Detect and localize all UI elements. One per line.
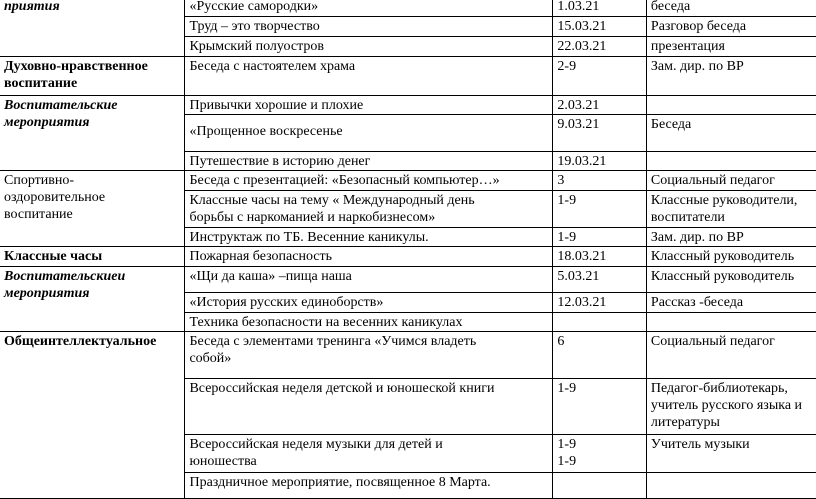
activity-label: Всероссийская неделя музыки для детей и: [189, 437, 443, 452]
activity-label: Пожарная безопасность: [189, 249, 333, 264]
date-label: 1-9: [557, 437, 577, 452]
section-label: оздоровительное: [4, 190, 106, 205]
section-cell: [0, 247, 185, 267]
table-row: [0, 57, 816, 96]
date-cell: [553, 17, 647, 37]
responsible-cell: [646, 37, 816, 57]
responsible-label: Социальный педагог: [650, 173, 775, 188]
responsible-label: Рассказ -беседа: [650, 295, 744, 310]
activity-label: «Русские самородки»: [189, 0, 319, 14]
responsible-label: литературы: [650, 415, 720, 430]
responsible-label: Классный руководитель: [650, 249, 795, 264]
responsible-cell: [646, 57, 816, 96]
activity-cell: [185, 96, 553, 115]
responsible-cell: [646, 17, 816, 37]
responsible-cell: [646, 293, 816, 313]
section-label: воспитание: [4, 76, 78, 91]
responsible-cell: [646, 0, 816, 17]
activity-cell: [185, 435, 553, 473]
activity-cell: [185, 115, 553, 152]
responsible-cell: [646, 267, 816, 293]
activity-label: Беседа с презентацией: «Безопасный компьютер…»: [189, 173, 500, 188]
responsible-cell: [646, 191, 816, 228]
responsible-label: Беседа: [650, 117, 692, 132]
activity-label: Крымский полуостров: [189, 39, 324, 54]
activity-label: Труд – это творчество: [189, 19, 320, 34]
activity-label: Праздничное мероприятие, посвященное 8 Марта.: [189, 475, 491, 490]
activity-cell: [185, 152, 553, 171]
section-label: мероприятия: [4, 286, 90, 301]
date-label: 6: [557, 334, 565, 349]
activity-cell: [185, 247, 553, 267]
date-label: 3: [557, 173, 565, 188]
section-cell: [0, 267, 185, 332]
date-label: 12.03.21: [557, 295, 607, 310]
activity-label: «Щи да каша» –пища наша: [189, 269, 352, 284]
date-cell: [553, 332, 647, 379]
date-cell: [553, 115, 647, 152]
date-cell: [553, 267, 647, 293]
responsible-cell: [646, 96, 816, 115]
activity-cell: [185, 191, 553, 228]
date-label: 1-9: [557, 381, 577, 396]
section-label: приятия: [4, 0, 60, 14]
section-label: Общеинтеллектуальное: [4, 334, 157, 349]
date-cell: [553, 435, 647, 473]
activity-cell: [185, 473, 553, 499]
activity-cell: [185, 37, 553, 57]
activity-label: Всероссийская неделя детской и юношеской книги: [189, 381, 495, 396]
responsible-cell: [646, 435, 816, 473]
activity-label: Беседа с элементами тренинга «Учимся владеть: [189, 334, 477, 349]
date-label: 2.03.21: [557, 98, 600, 113]
responsible-cell: [646, 171, 816, 191]
responsible-label: воспитатели: [650, 210, 725, 225]
date-cell: [553, 57, 647, 96]
date-cell: [553, 96, 647, 115]
responsible-cell: [646, 379, 816, 435]
table-row: [0, 332, 816, 379]
section-cell: [0, 171, 185, 247]
activity-label: Техника безопасности на весенних каникулах: [189, 315, 463, 330]
date-label: 1-9: [557, 230, 577, 245]
responsible-label: Классный руководитель: [650, 269, 795, 284]
activity-label: Беседа с настоятелем храма: [189, 59, 356, 74]
activity-label: Инструктаж по ТБ. Весенние каникулы.: [189, 230, 429, 245]
activity-label: Путешествие в историю денег: [189, 154, 371, 169]
responsible-label: Зам. дир. по ВР: [650, 59, 744, 74]
responsible-cell: [646, 332, 816, 379]
section-label: Воспитательские: [4, 98, 118, 113]
activity-cell: [185, 57, 553, 96]
responsible-label: беседа: [650, 0, 691, 14]
activity-label: Классные часы на тему « Международный день: [189, 193, 475, 208]
date-cell: [553, 0, 647, 17]
date-label: 15.03.21: [557, 19, 607, 34]
activity-cell: [185, 267, 553, 293]
responsible-label: Зам. дир. по ВР: [650, 230, 744, 245]
date-label: 19.03.21: [557, 154, 607, 169]
responsible-cell: [646, 115, 816, 152]
date-label: 1-9: [557, 454, 577, 469]
date-cell: [553, 171, 647, 191]
activity-cell: [185, 171, 553, 191]
responsible-label: Социальный педагог: [650, 334, 775, 349]
section-cell: [0, 0, 185, 57]
date-cell: [553, 247, 647, 267]
section-label: Классные часы: [4, 249, 103, 264]
date-cell: [553, 37, 647, 57]
responsible-cell: [646, 473, 816, 499]
activity-label: «История русских единоборств»: [189, 295, 384, 310]
activity-label: собой»: [189, 351, 232, 366]
date-label: 9.03.21: [557, 117, 600, 132]
date-label: 2-9: [557, 59, 577, 74]
section-cell: [0, 57, 185, 96]
date-cell: [553, 228, 647, 247]
activity-cell: [185, 379, 553, 435]
responsible-label: учитель русского языка и: [650, 398, 803, 413]
activity-label: Привычки хорошие и плохие: [189, 98, 364, 113]
responsible-cell: [646, 152, 816, 171]
activity-label: борьбы с наркоманией и наркобизнесом»: [189, 210, 436, 225]
responsible-label: Классные руководители,: [650, 193, 798, 208]
table-row: [0, 171, 816, 191]
responsible-label: Разговор беседа: [650, 19, 747, 34]
table-row: [0, 247, 816, 267]
activity-cell: [185, 0, 553, 17]
section-label: мероприятия: [4, 115, 90, 130]
responsible-label: Педагог-библиотекарь,: [650, 381, 788, 396]
activity-cell: [185, 293, 553, 313]
date-cell: [553, 313, 647, 332]
section-label: Духовно-нравственное: [4, 59, 148, 74]
activity-cell: [185, 332, 553, 379]
section-label: Спортивно-: [4, 173, 75, 188]
date-label: 18.03.21: [557, 249, 607, 264]
activity-cell: [185, 228, 553, 247]
responsible-label: Учитель музыки: [650, 437, 750, 452]
section-cell: [0, 332, 185, 499]
date-cell: [553, 152, 647, 171]
table-row: [0, 267, 816, 293]
activity-cell: [185, 17, 553, 37]
date-label: 5.03.21: [557, 269, 600, 284]
table-row: [0, 0, 816, 17]
responsible-cell: [646, 228, 816, 247]
activity-label: «Прощенное воскресенье: [189, 124, 343, 139]
date-label: 1-9: [557, 193, 577, 208]
section-cell: [0, 96, 185, 171]
responsible-cell: [646, 247, 816, 267]
section-label: воспитание: [4, 207, 73, 222]
activity-cell: [185, 313, 553, 332]
activity-label: юношества: [189, 454, 257, 469]
date-cell: [553, 293, 647, 313]
date-cell: [553, 191, 647, 228]
responsible-label: презентация: [650, 39, 725, 54]
table-row: [0, 96, 816, 115]
date-label: 22.03.21: [557, 39, 607, 54]
date-label: 1.03.21: [557, 0, 600, 14]
date-cell: [553, 473, 647, 499]
section-label: Воспитательскиеи: [4, 269, 126, 284]
date-cell: [553, 379, 647, 435]
responsible-cell: [646, 313, 816, 332]
